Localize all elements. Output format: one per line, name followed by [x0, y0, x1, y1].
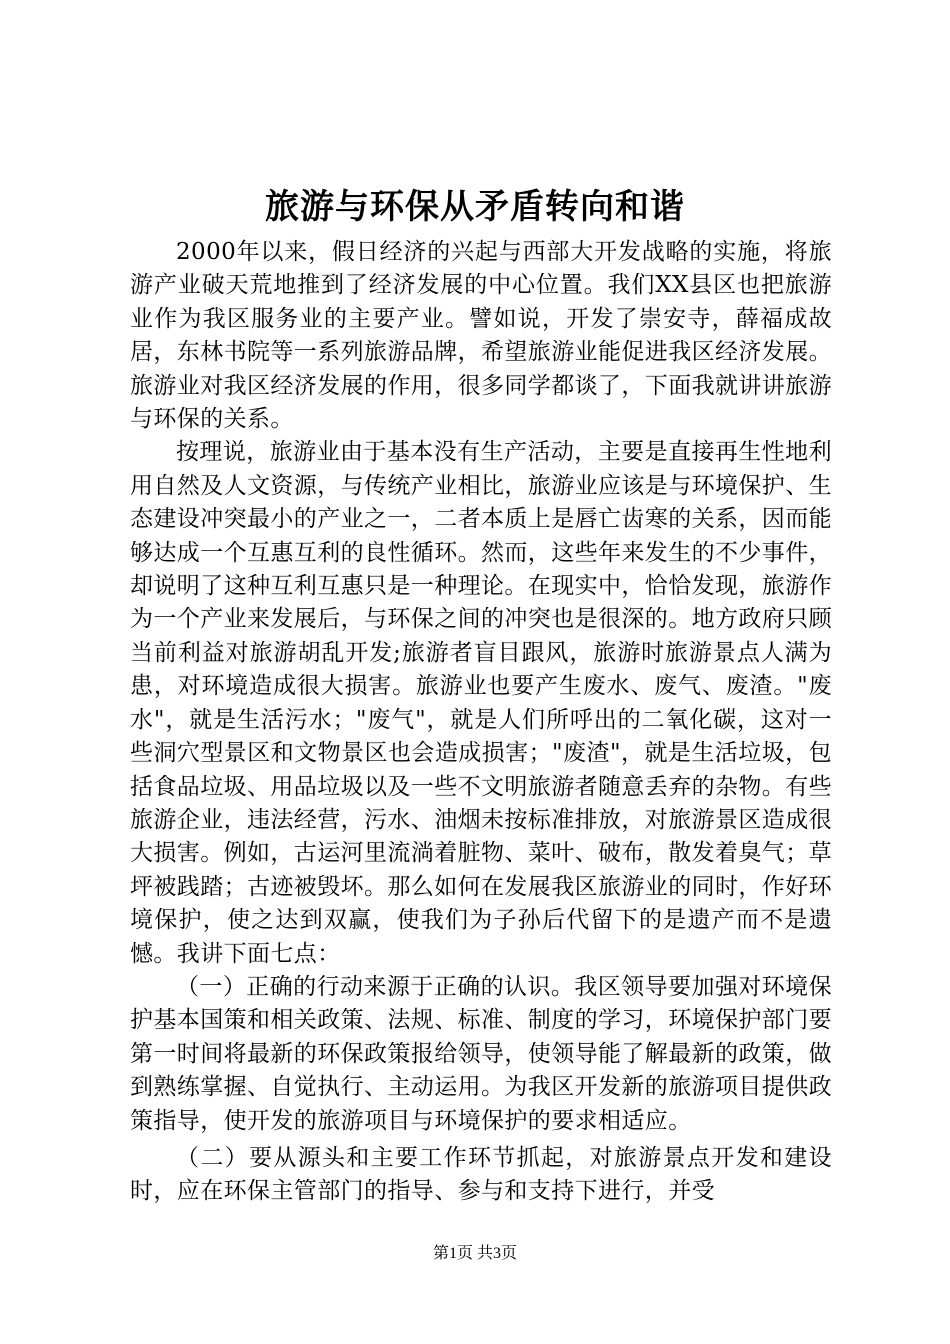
paragraph-point-two: （二）要从源头和主要工作环节抓起，对旅游景点开发和建设时，应在环保主管部门的指导、参与和支持下进行，并受: [130, 1144, 832, 1205]
paragraph-intro: 2000年以来，假日经济的兴起与西部大开发战略的实施，将旅游产业破天荒地推到了经济发展的中心位置。我们XX县区也把旅游业作为我区服务业的主要产业。譬如说，开发了崇安寺，薛福成故居，东林书院等一系列旅游品牌，希望旅游业能促进我区经济发展。旅游业对我区经济发展的作用，很多同学都谈了，下面我就讲讲旅游与环保的关系。: [130, 239, 832, 433]
page-number-footer: 第1页 共3页: [432, 1245, 517, 1262]
document-body: [130, 236, 832, 1209]
paragraph-conflict: 按理说，旅游业由于基本没有生产活动，主要是直接再生性地利用自然及人文资源，与传统产业相比，旅游业应该是与环境保护、生态建设冲突最小的产业之一，二者本质上是唇亡齿寒的关系，因而能够达成一个互惠互利的良性循环。然而，这些年来发生的不少事件，却说明了这种互利互惠只是一种理论。在现实中，恰恰发现，旅游作为一个产业来发展后，与环保之间的冲突也是很深的。地方政府只顾当前利益对旅游胡乱开发;旅游者盲目跟风，旅游时旅游景点人满为患，对环境造成很大损害。旅游业也要产生废水、废气、废渣。"废水"，就是生活污水；"废气"，就是人们所呼出的二氧化碳，这对一些洞穴型景区和文物景区也会造成损害；"废渣"，就是生活垃圾，包括食品垃圾、用品垃圾以及一些不文明旅游者随意丢弃的杂物。有些旅游企业，违法经营，污水、油烟未按标准排放，对旅游景区造成很大损害。例如，古运河里流淌着脏物、菜叶、破布，散发着臭气；草坪被践踏；古迹被毁坏。那么如何在发展我区旅游业的同时，作好环境保护，使之达到双赢，使我们为子孙后代留下的是遗产而不是遗憾。我讲下面七点：: [130, 439, 832, 967]
document-title: 旅游与环保从矛盾转向和谐: [265, 187, 685, 227]
paragraph-point-one: （一）正确的行动来源于正确的认识。我区领导要加强对环境保护基本国策和相关政策、法规、标准、制度的学习，环境保护部门要第一时间将最新的环保政策报给领导，使领导能了解最新的政策，做到熟练掌握、自觉执行、主动运用。为我区开发新的旅游项目提供政策指导，使开发的旅游项目与环境保护的要求相适应。: [130, 973, 832, 1134]
